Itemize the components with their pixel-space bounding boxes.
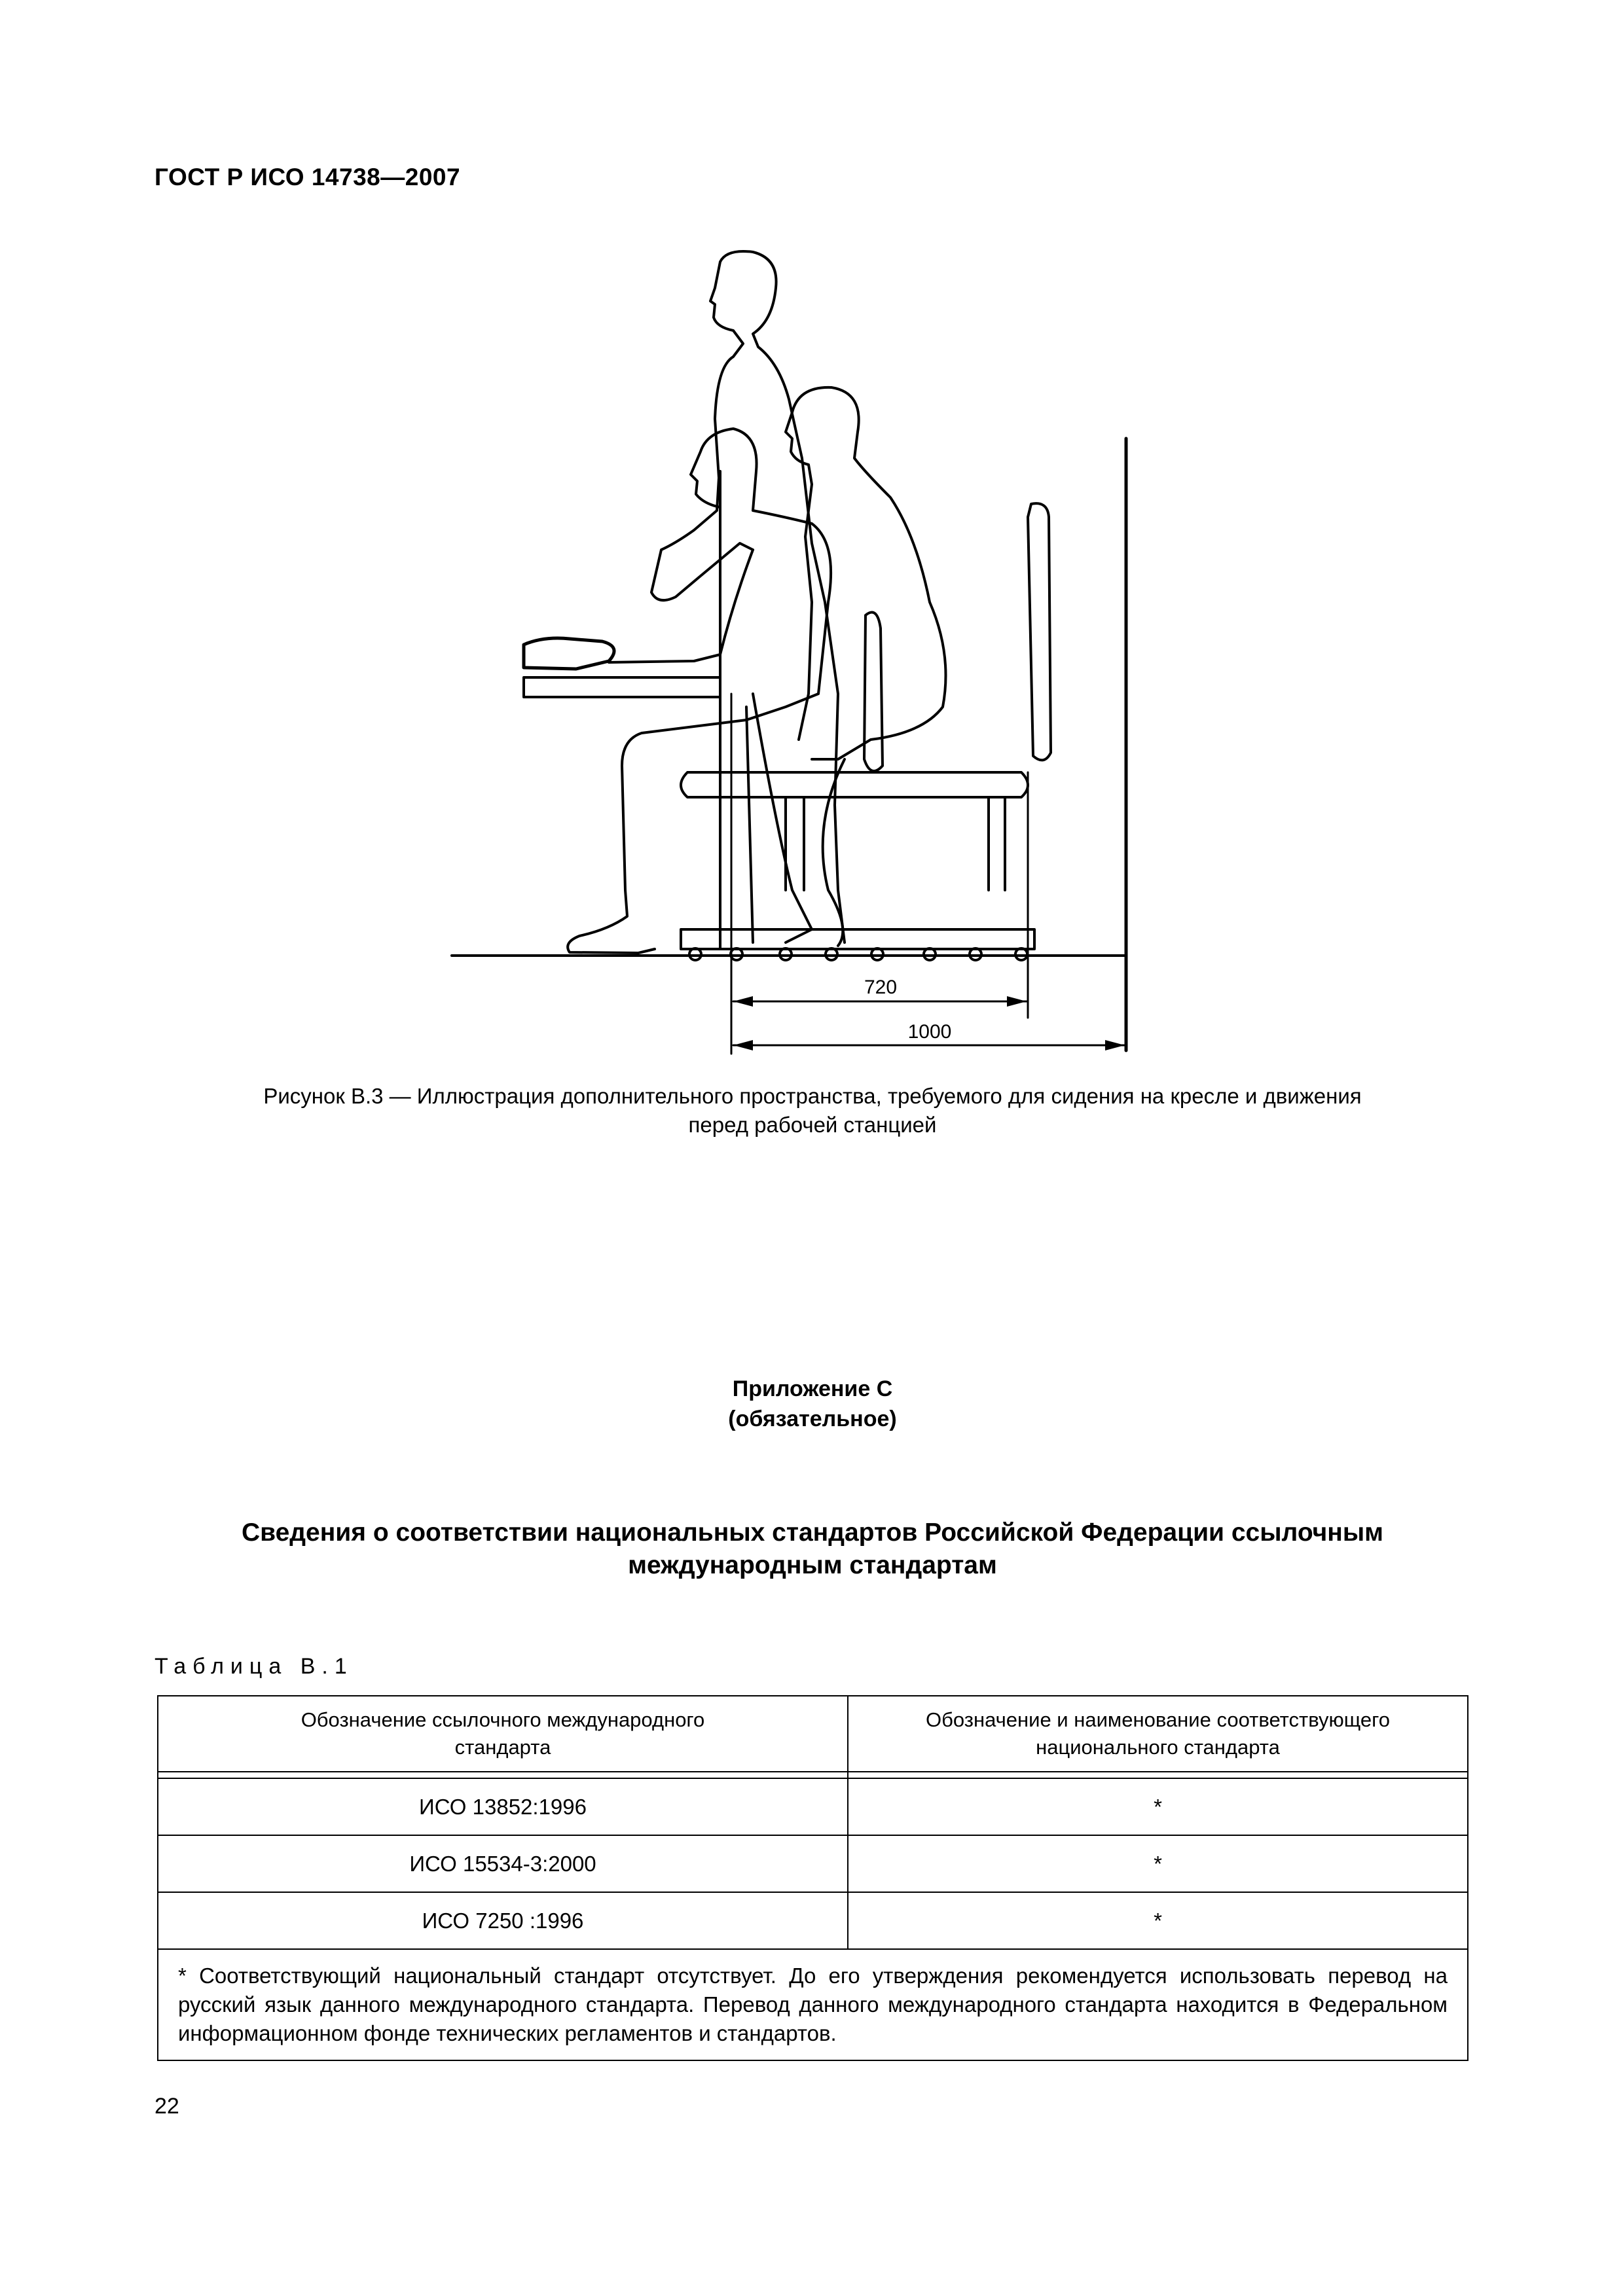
table-cell-national: * — [848, 1778, 1468, 1835]
seated-figure-front — [568, 429, 831, 953]
section-heading-line-1: Сведения о соответствии национальных стандартов Российской Федерации ссылочным — [241, 1518, 1384, 1547]
figure-caption — [155, 1082, 1470, 1139]
document-header: ГОСТ Р ИСО 14738—2007 — [155, 164, 461, 190]
standing-figure — [651, 251, 845, 949]
standards-correspondence-table — [157, 1695, 1468, 2061]
chair-back — [1028, 503, 1051, 760]
figure-workstation-illustration — [445, 236, 1139, 1060]
page-number: 22 — [155, 2094, 179, 2119]
chair-seat — [681, 772, 1028, 797]
table-cell-international: ИСО 13852:1996 — [158, 1778, 848, 1835]
table-row — [158, 1778, 1468, 1835]
table-header-row — [158, 1696, 1468, 1772]
table-note: * Соответствующий национальный стандарт отсутствует. До его утверждения рекомендуется использовать перевод на русский язык данного международного стандарта. Перевод данного международного стандарта находится в Федеральном информационном фонде технических регламентов и стандартов. — [158, 1949, 1468, 2060]
table-header-separator — [158, 1772, 1468, 1778]
table-cell-national: * — [848, 1892, 1468, 1949]
table-cell-national: * — [848, 1835, 1468, 1892]
figure-caption-line-2: перед рабочей станцией — [688, 1113, 937, 1137]
chair-armrest — [864, 613, 883, 772]
chair-column — [786, 797, 1005, 890]
table-cell-international: ИСО 15534-3:2000 — [158, 1835, 848, 1892]
dimension-label-1000: 1000 — [907, 1021, 952, 1043]
table-header-international: Обозначение ссылочного международного стандарта — [158, 1696, 848, 1772]
section-heading-line-2: международным стандартам — [628, 1551, 997, 1579]
chair-base — [681, 929, 1034, 949]
figure-caption-line-1: Рисунок В.3 — Иллюстрация дополнительного пространства, требуемого для сидения на кресле и движения — [263, 1084, 1362, 1108]
section-heading — [155, 1516, 1470, 1582]
table-cell-international: ИСО 7250 :1996 — [158, 1892, 848, 1949]
table-note-row — [158, 1949, 1468, 2060]
table-label: Таблица В.1 — [155, 1654, 354, 1679]
keyboard-hands — [524, 638, 614, 669]
desk — [524, 677, 720, 697]
appendix-title: Приложение С — [732, 1376, 893, 1401]
dimension-label-720: 720 — [864, 977, 898, 998]
appendix-status: (обязательное) — [728, 1407, 897, 1431]
table-row — [158, 1892, 1468, 1949]
table-row — [158, 1835, 1468, 1892]
table-header-national: Обозначение и наименование соответствующего национального стандарта — [848, 1696, 1468, 1772]
